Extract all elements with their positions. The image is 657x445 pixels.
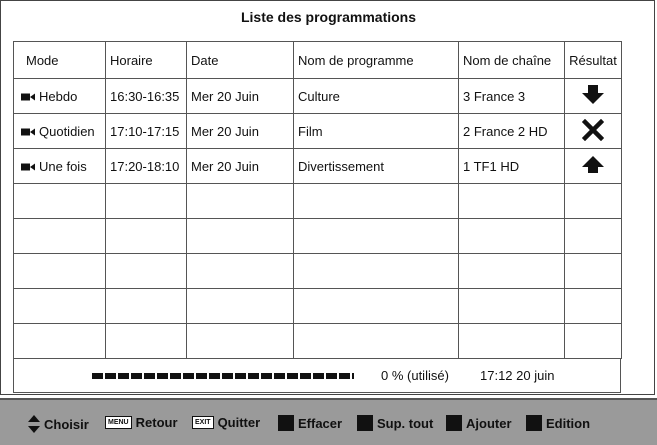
empty-cell xyxy=(459,254,565,289)
camera-icon xyxy=(21,163,35,171)
table-row[interactable] xyxy=(14,149,622,184)
legend-add[interactable] xyxy=(446,415,512,431)
table-row-empty[interactable] xyxy=(14,184,622,219)
legend-back[interactable] xyxy=(105,415,178,430)
usage-progress-bar xyxy=(92,373,354,379)
table-row-empty[interactable] xyxy=(14,289,622,324)
empty-cell xyxy=(565,184,622,219)
empty-cell xyxy=(14,324,106,359)
empty-cell xyxy=(459,289,565,324)
cell-program: Film xyxy=(294,114,459,149)
cell-program: Divertissement xyxy=(294,149,459,184)
black-key-icon xyxy=(357,415,373,431)
column-header-date: Date xyxy=(187,42,294,79)
column-header-channel: Nom de chaîne xyxy=(459,42,565,79)
legend-choose[interactable] xyxy=(28,415,89,433)
empty-cell xyxy=(14,219,106,254)
table-row[interactable] xyxy=(14,114,622,149)
black-key-icon xyxy=(446,415,462,431)
cell-channel: 3 France 3 xyxy=(459,79,565,114)
cell-result xyxy=(565,79,622,114)
cell-program: Culture xyxy=(294,79,459,114)
empty-cell xyxy=(565,324,622,359)
mode-label: Une fois xyxy=(39,158,87,174)
empty-cell xyxy=(565,219,622,254)
arrow-up-icon xyxy=(582,163,604,178)
cell-date: Mer 20 Juin xyxy=(187,149,294,184)
legend-delete-all[interactable] xyxy=(357,415,433,431)
menu-key-icon: MENU xyxy=(105,416,132,429)
empty-cell xyxy=(106,324,187,359)
legend-choose-label: Choisir xyxy=(44,416,89,432)
cell-channel: 1 TF1 HD xyxy=(459,149,565,184)
cell-date: Mer 20 Juin xyxy=(187,79,294,114)
empty-cell xyxy=(106,254,187,289)
cell-channel: 2 France 2 HD xyxy=(459,114,565,149)
empty-cell xyxy=(294,219,459,254)
empty-cell xyxy=(187,324,294,359)
empty-cell xyxy=(14,184,106,219)
empty-cell xyxy=(187,219,294,254)
usage-text: 0 % (utilisé) xyxy=(381,368,449,383)
cell-time: 17:20-18:10 xyxy=(106,149,187,184)
empty-cell xyxy=(14,254,106,289)
table-row-empty[interactable] xyxy=(14,254,622,289)
black-key-icon xyxy=(526,415,542,431)
empty-cell xyxy=(459,324,565,359)
cell-result xyxy=(565,149,622,184)
empty-cell xyxy=(459,184,565,219)
column-header-mode: Mode xyxy=(14,42,106,79)
empty-cell xyxy=(565,289,622,324)
column-header-time: Horaire xyxy=(106,42,187,79)
empty-cell xyxy=(294,254,459,289)
usage-footer xyxy=(13,359,621,393)
empty-cell xyxy=(106,184,187,219)
camera-icon xyxy=(21,128,35,136)
column-header-program: Nom de programme xyxy=(294,42,459,79)
mode-label: Hebdo xyxy=(39,88,78,104)
cell-mode xyxy=(14,149,106,184)
key-legend-bar xyxy=(0,398,657,445)
empty-cell xyxy=(565,254,622,289)
clock-text: 17:12 20 juin xyxy=(480,368,555,383)
legend-erase[interactable] xyxy=(278,415,342,431)
page-title: Liste des programmations xyxy=(240,9,417,25)
empty-cell xyxy=(187,254,294,289)
empty-cell xyxy=(14,289,106,324)
table-row-empty[interactable] xyxy=(14,324,622,359)
cell-mode xyxy=(14,114,106,149)
mode-label: Quotidien xyxy=(39,123,95,139)
legend-edit-label: Edition xyxy=(546,415,591,431)
empty-cell xyxy=(459,219,565,254)
up-down-arrows-icon xyxy=(28,415,40,433)
legend-back-label: Retour xyxy=(135,415,178,430)
cell-result xyxy=(565,114,622,149)
legend-quit[interactable] xyxy=(192,415,260,430)
legend-delete-all-label: Sup. tout xyxy=(377,415,434,431)
cell-date: Mer 20 Juin xyxy=(187,114,294,149)
legend-add-label: Ajouter xyxy=(466,415,512,431)
empty-cell xyxy=(187,289,294,324)
camera-icon xyxy=(21,93,35,101)
schedule-table xyxy=(13,41,622,359)
legend-quit-label: Quitter xyxy=(217,415,261,430)
table-row[interactable] xyxy=(14,79,622,114)
cross-icon xyxy=(582,129,604,144)
empty-cell xyxy=(106,219,187,254)
empty-cell xyxy=(106,289,187,324)
legend-erase-label: Effacer xyxy=(298,415,343,431)
empty-cell xyxy=(187,184,294,219)
table-header-row xyxy=(14,42,622,79)
cell-mode xyxy=(14,79,106,114)
empty-cell xyxy=(294,184,459,219)
arrow-down-icon xyxy=(582,93,604,108)
cell-time: 16:30-16:35 xyxy=(106,79,187,114)
table-row-empty[interactable] xyxy=(14,219,622,254)
legend-edit[interactable] xyxy=(526,415,590,431)
cell-time: 17:10-17:15 xyxy=(106,114,187,149)
exit-key-icon: EXIT xyxy=(192,416,214,429)
empty-cell xyxy=(294,289,459,324)
column-header-result: Résultat xyxy=(565,42,622,79)
black-key-icon xyxy=(278,415,294,431)
empty-cell xyxy=(294,324,459,359)
